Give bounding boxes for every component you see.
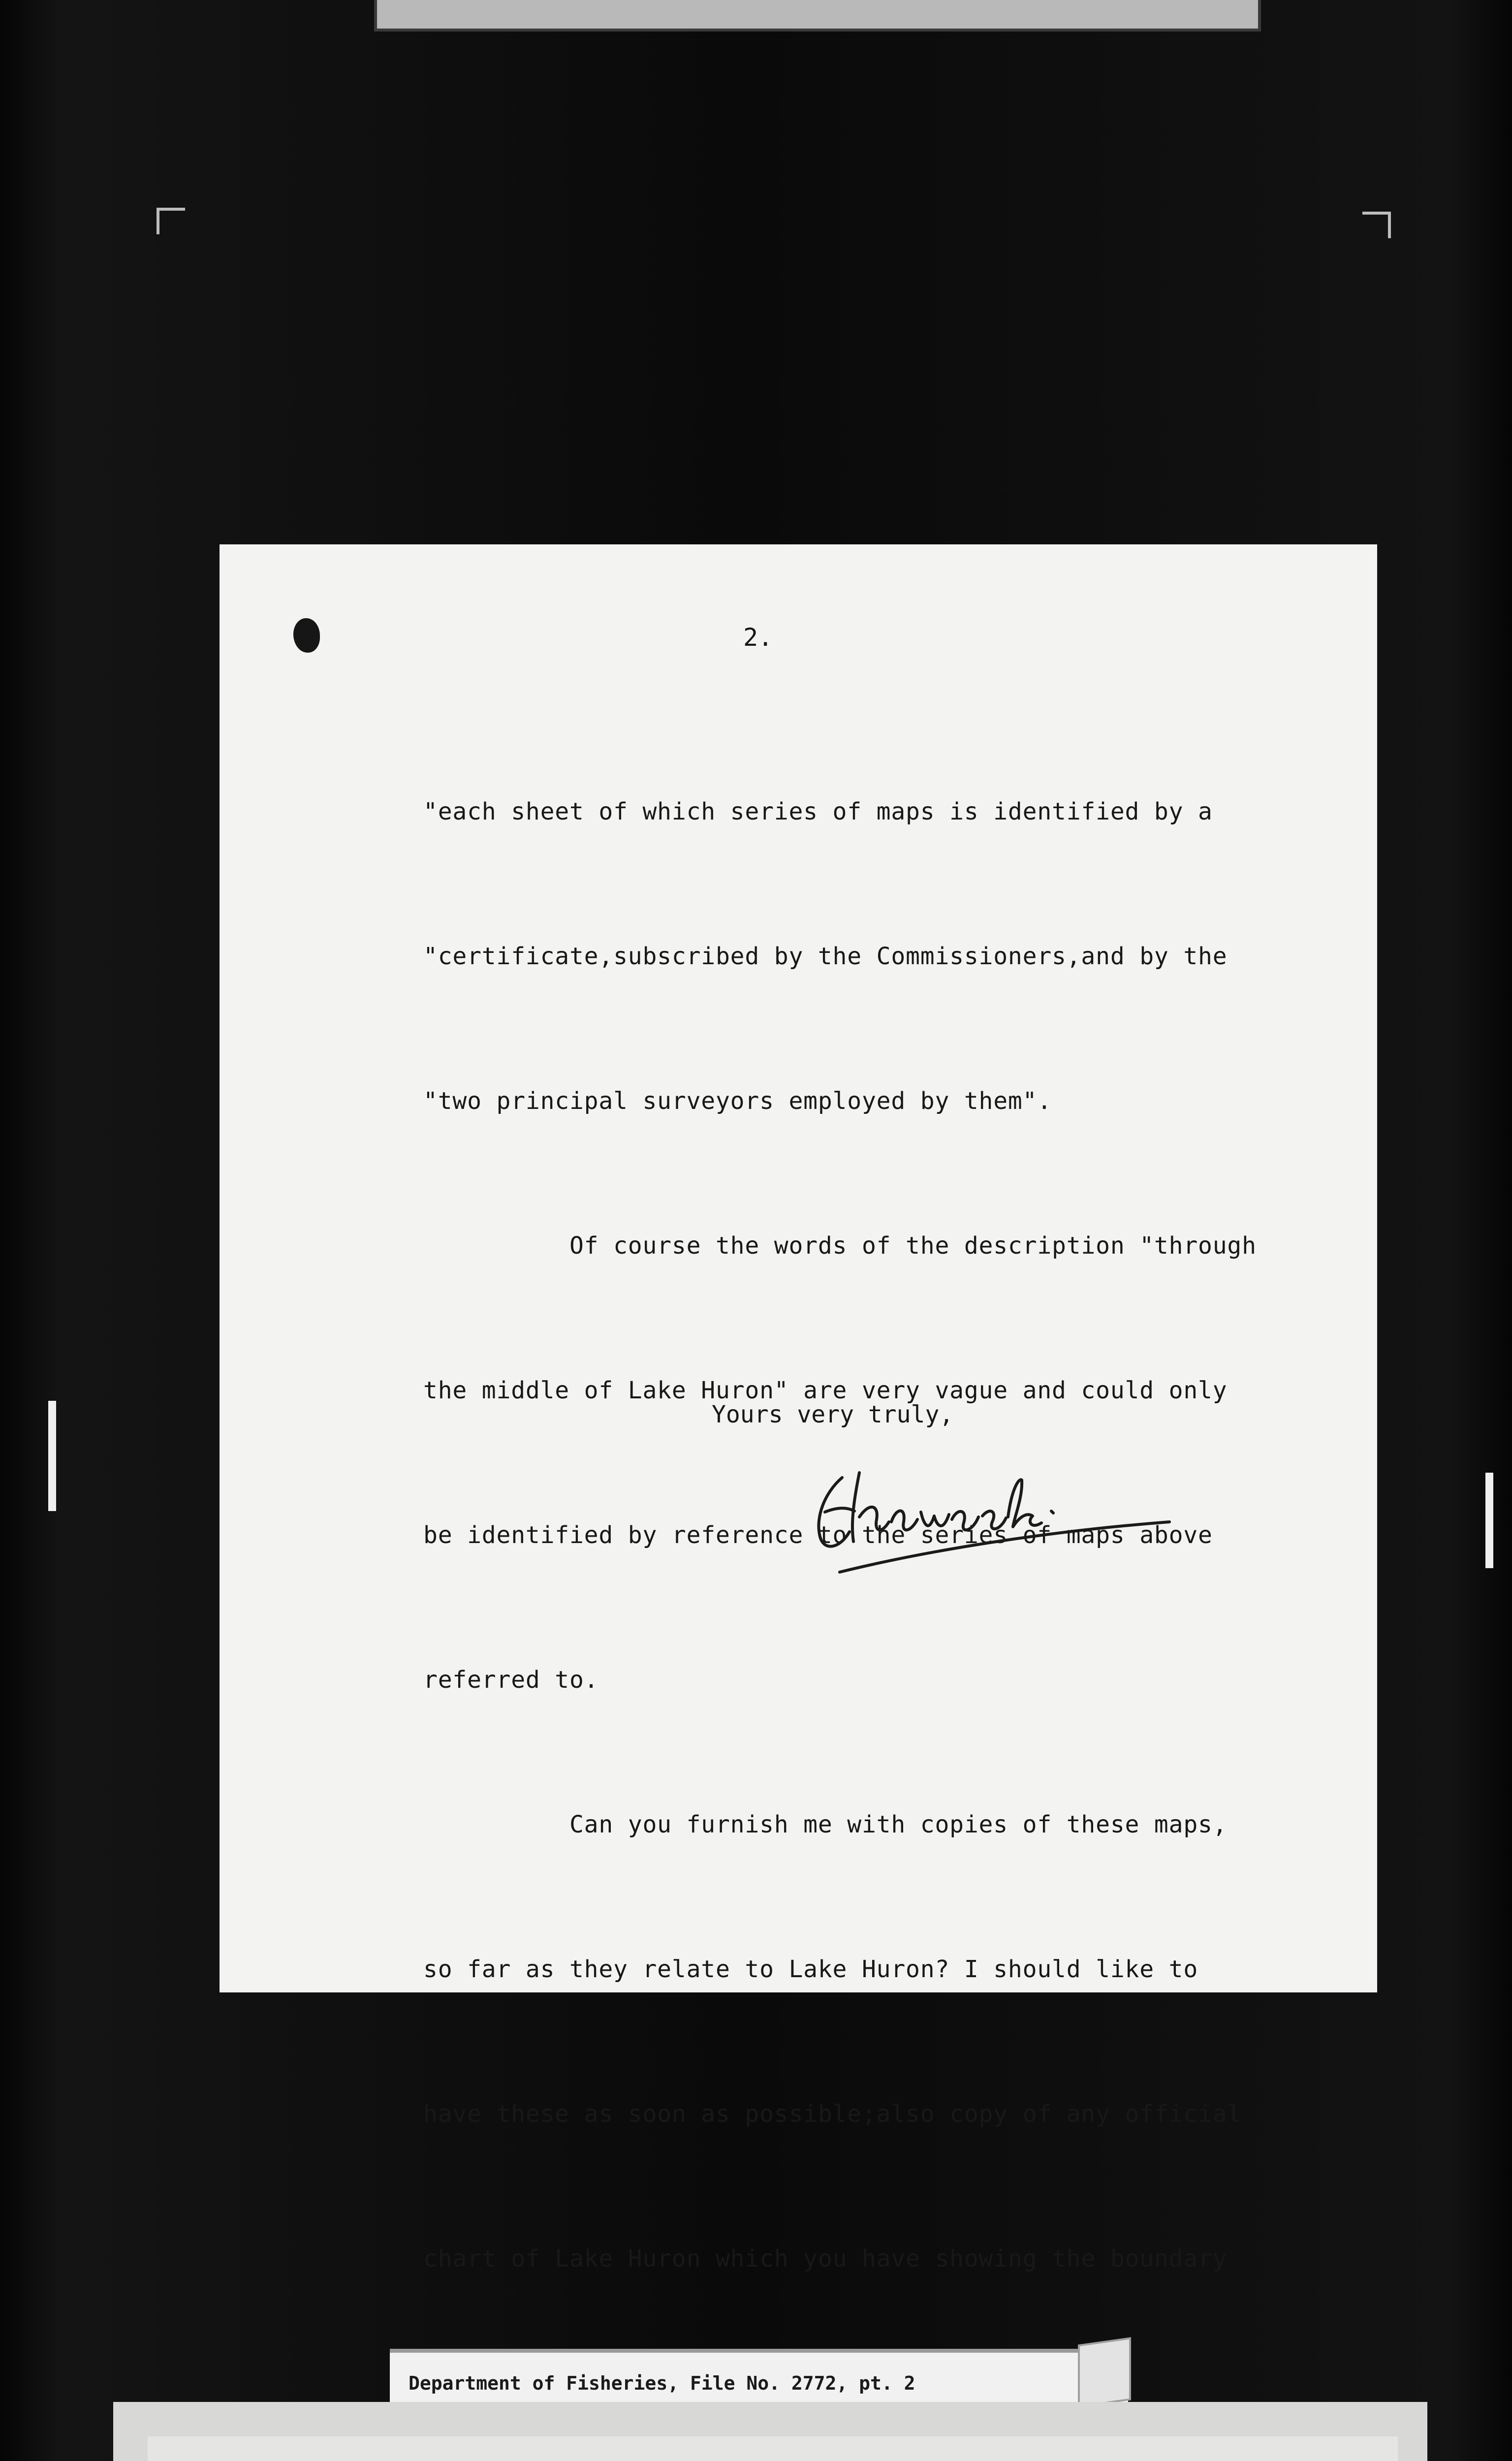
film-mark-left (48, 1401, 56, 1511)
film-mark-right (1485, 1473, 1493, 1568)
letter-line: referred to. (423, 1666, 599, 1694)
archive-card-face (148, 2436, 1398, 2461)
punch-hole (293, 618, 320, 653)
letter-line: so far as they relate to Lake Huron? I should like to (423, 1956, 1198, 1983)
letter-line: the middle of Lake Huron" are very vague and could only (423, 1377, 1228, 1404)
letter-line: have these as soon as possible;also copy of any official (423, 2100, 1242, 2128)
letter-page (220, 544, 1377, 2272)
file-reference-text: Department of Fisheries, File No. 2772, pt. 2 (409, 2372, 915, 2394)
corner-mark-right (1362, 212, 1391, 238)
letter-line: Of course the words of the description "through (423, 1232, 1257, 1260)
page-number: 2. (743, 623, 773, 652)
letter-line: "each sheet of which series of maps is identified by a (423, 798, 1213, 825)
handwritten-signature (795, 1458, 1189, 1586)
top-edge-tab (374, 0, 1261, 32)
letter-line: "certificate,subscribed by the Commissioners,and by the (423, 943, 1228, 970)
letter-line: chart of Lake Huron which you have showing the boundary (423, 2245, 1228, 2272)
archive-identification-card (113, 2402, 1427, 2461)
corner-mark-left (157, 208, 185, 234)
letter-line: Can you furnish me with copies of these maps, (423, 1811, 1228, 1838)
letter-line: be identified by reference to the series of maps above (423, 1521, 1213, 1549)
letter-closing: Yours very truly, (712, 1401, 954, 1428)
letter-line: "two principal surveyors employed by them". (423, 1087, 1052, 1115)
label-flap (1078, 2337, 1131, 2407)
